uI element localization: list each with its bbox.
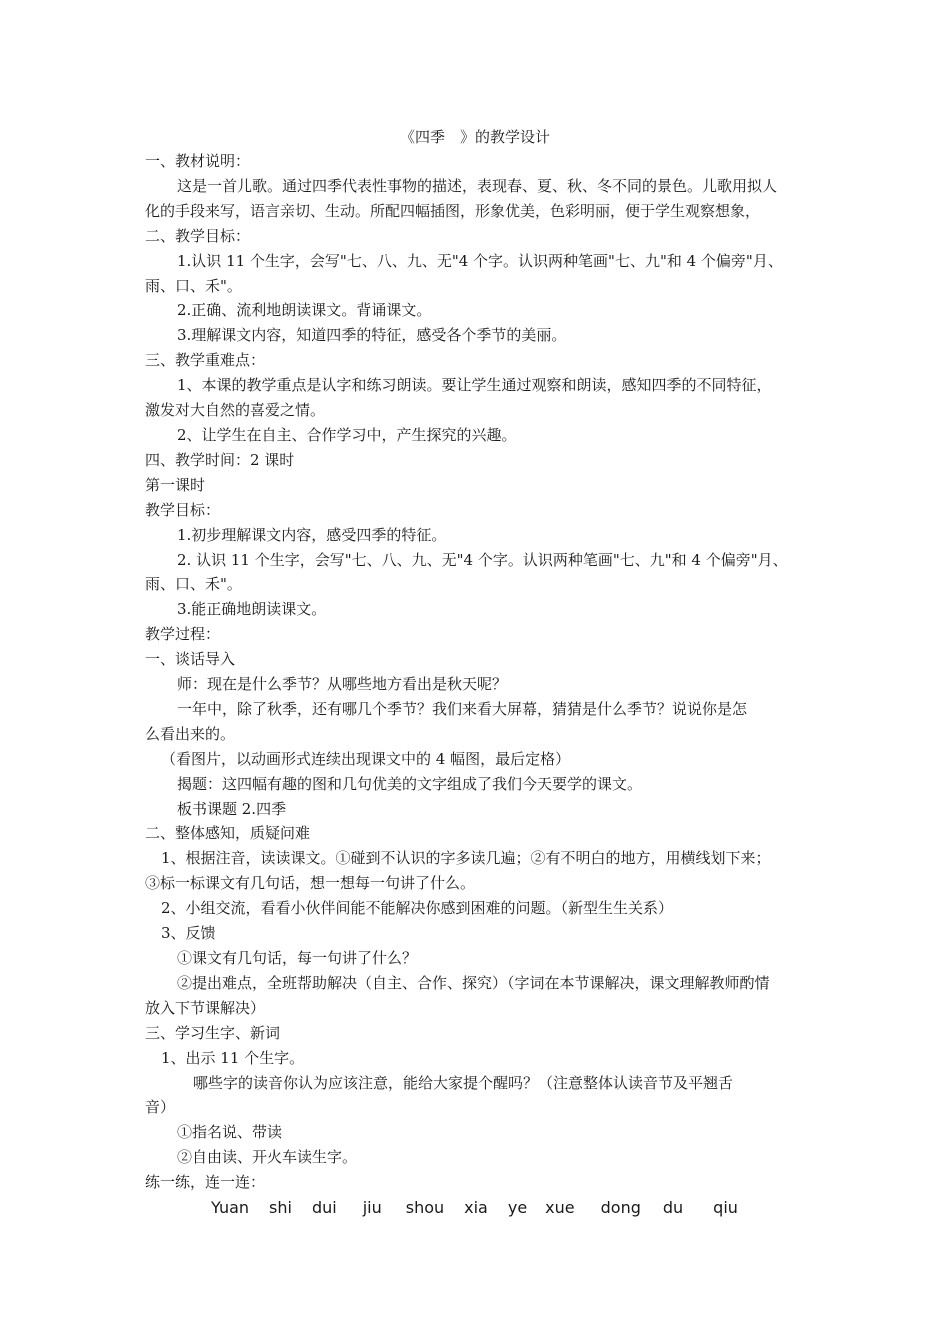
text-line: 一年中，除了秋季，还有哪几个季节？我们来看大屏幕，猜猜是什么季节？说说你是怎 <box>177 699 748 718</box>
text-line: 放入下节课解决） <box>145 998 266 1017</box>
text-line: 激发对大自然的喜爱之情。 <box>145 401 326 420</box>
text-line: 三、教学重难点： <box>145 351 266 370</box>
pinyin-syllable: jiu <box>362 1198 382 1218</box>
pinyin-syllable: dui <box>311 1198 337 1218</box>
text-line: 1.认识 11 个生字，会写"七、八、九、无"4 个字。认识两种笔画"七、九"和 4 个偏旁"月、 <box>177 251 783 270</box>
text-line: 二、整体感知，质疑问难 <box>145 824 311 843</box>
text-line: 化的手段来写，语言亲切、生动。所配四幅插图，形象优美，色彩明丽，便于学生观察想象， <box>145 201 761 220</box>
pinyin-syllable: ye <box>507 1198 528 1218</box>
text-line: 教学目标： <box>145 500 221 519</box>
text-line: 2、让学生在自主、合作学习中，产生探究的兴趣。 <box>177 425 517 444</box>
text-line: 音） <box>145 1098 176 1117</box>
text-line: 哪些字的读音你认为应该注意，能给大家提个醒吗？（注意整体认读音节及平翘舌 <box>193 1073 734 1092</box>
text-line: 师：现在是什么季节？从哪些地方看出是秋天呢？ <box>177 675 508 694</box>
text-line: 三、学习生字、新词 <box>145 1023 281 1042</box>
text-line: 揭题：这四幅有趣的图和几句优美的文字组成了我们今天要学的课文。 <box>177 774 643 793</box>
text-line: ①课文有几句话，每一句讲了什么？ <box>177 949 418 967</box>
text-line: 第一课时 <box>145 475 206 494</box>
text-line: 2. 认识 11 个生字，会写"七、八、九、无"4 个字。认识两种笔画"七、九"和 4 个偏旁"月、 <box>177 550 788 569</box>
text-line: 3.理解课文内容，知道四季的特征，感受各个季节的美丽。 <box>177 326 567 345</box>
text-line: 2.正确、流利地朗读课文。背诵课文。 <box>177 301 432 320</box>
pinyin-syllable: xue <box>545 1198 575 1218</box>
text-line: 雨、口、禾"。 <box>145 276 242 295</box>
text-line: 1、根据注音，读读课文。①碰到不认识的字多读几遍；②有不明白的地方，用横线划下来； <box>161 849 771 868</box>
text-line: 一、教材说明： <box>145 152 251 170</box>
pinyin-syllable: shi <box>269 1198 292 1218</box>
document-title: 《四季 》的教学设计 <box>399 128 550 146</box>
pinyin-row <box>145 1195 817 1221</box>
document-body <box>145 149 817 1221</box>
text-line: ②自由读、开火车读生字。 <box>177 1148 358 1167</box>
pinyin-syllable: dong <box>600 1198 641 1218</box>
pinyin-syllable: qiu <box>713 1198 738 1218</box>
text-line: 二、教学目标： <box>145 226 251 245</box>
text-line: ①指名说、带读 <box>177 1123 283 1142</box>
pinyin-syllable: du <box>662 1198 684 1218</box>
text-line: 教学过程： <box>145 625 221 644</box>
text-line: ③标一标课文有几句话，想一想每一句讲了什么。 <box>145 874 476 893</box>
text-line: 板书课题 2.四季 <box>177 799 287 818</box>
text-line: 雨、口、禾"。 <box>145 575 242 594</box>
text-line: 么看出来的。 <box>145 724 236 743</box>
text-line: 练一练，连一连： <box>145 1173 266 1192</box>
text-line: ②提出难点，全班帮助解决（自主、合作、探究）（字词在本节课解决，课文理解教师酌情 <box>177 973 770 992</box>
text-line: 一、谈话导入 <box>145 650 236 669</box>
text-line: 1.初步理解课文内容，感受四季的特征。 <box>177 525 447 544</box>
pinyin-syllable: xia <box>464 1198 488 1218</box>
text-line: （看图片，以动画形式连续出现课文中的 4 幅图，最后定格） <box>161 749 571 768</box>
pinyin-syllable: shou <box>405 1198 445 1218</box>
pinyin-syllable: Yuan <box>211 1198 250 1218</box>
text-line: 2、小组交流，看看小伙伴间能不能解决你感到困难的问题。（新型生生关系） <box>161 899 674 918</box>
text-line: 3.能正确地朗读课文。 <box>177 600 327 619</box>
text-line: 1、本课的教学重点是认字和练习朗读。要让学生通过观察和朗读，感知四季的不同特征， <box>177 376 772 395</box>
text-line: 这是一首儿歌。通过四季代表性事物的描述，表现春、夏、秋、冬不同的景色。儿歌用拟人 <box>177 176 778 195</box>
text-line: 1、出示 11 个生字。 <box>161 1048 305 1067</box>
text-line: 3、反馈 <box>161 924 216 943</box>
text-line: 四、教学时间：2 课时 <box>145 450 295 469</box>
